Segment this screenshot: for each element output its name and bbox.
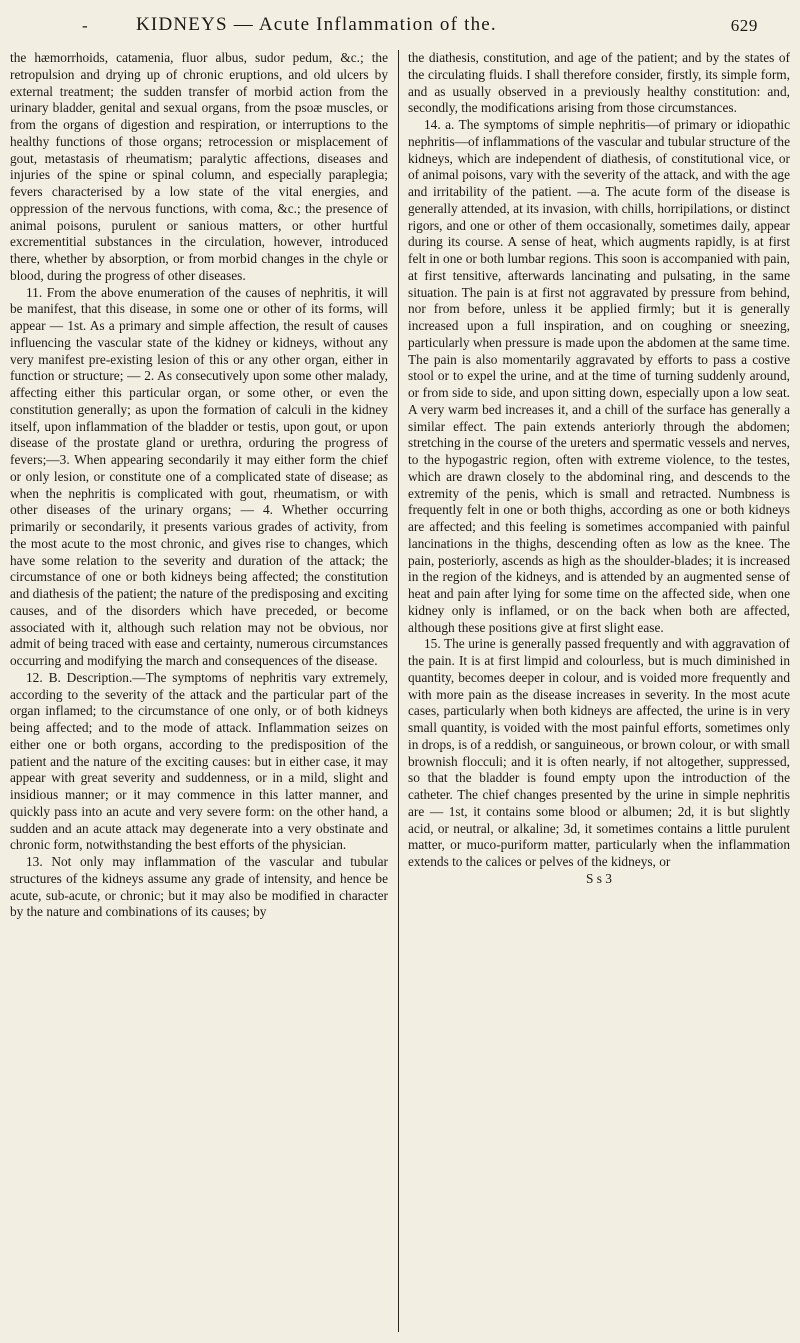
header-title: KIDNEYS — Acute Inflammation of the. [136,14,497,35]
left-paragraph-3: 12. B. Description.—The symptoms of nephritis vary extremely, according to the severity of the attack and the particular part of the organ inflamed; to the circumstance of one only, or of both kidneys being affected; and to the mode of attack. Inflammation seizes on either one or both organs, according to the predisposition of the patient and the nature of the exciting causes: but in either case, it may appear with great severity and suddenness, or in a mild, slight and insidious manner; or it may commence in this latter manner, and quickly pass into an acute and very severe form: on the other hand, a sudden and an acute attack may degenerate into a very obstinate and chronic form, notwithstanding the best efforts of the physician. [10,669,388,853]
page-number: 629 [730,16,758,35]
left-paragraph-4: 13. Not only may inflammation of the vascular and tubular structures of the kidneys assume any grade of intensity, and hence be acute, sub-acute, or chronic; but it may also be modified in character by the nature and combinations of its causes; by [10,854,388,920]
left-paragraph-1: the hæmorrhoids, catamenia, fluor albus, sudor pedum, &c.; the retropulsion and drying up of chronic eruptions, and old ulcers by external treatment; the sudden transfer of morbid action from the urinary bladder, genital and sexual organs, from the psoæ muscles, or from the organs of digestion and respiration, or interruptions to the healthy functions of those organs; retrocession or misplacement of gout, metastasis of rheumatism; paralytic affections, diseases and injuries of the spine or spinal column, and especially paraplegia; fevers characterised by a low state of the vital energies, and oppression of the nervous functions, with coma, &c.; the presence of animal poisons, purulent or sanious matters, or other hurtful excrementitial substances in the circulation, however, introduced there, whether by absorption, or from morbid changes in the chyle or blood, during the progress of other diseases. [10,50,388,283]
signature-mark: S s 3 [586,870,612,886]
right-paragraph-2: 14. a. The symptoms of simple nephritis—of primary or idiopathic nephritis—of inflammations of the vascular and tubular structure of the kidneys, which are independent of diathesis, of constitutional vice, or of animal poisons, vary with the severity of the attack, and with the age and irritability of the patient. —a. The acute form of the disease is generally attended, at its invasion, with chills, horripilations, or distinct rigors, and one or other of them occasionally, sometimes daily, appear during its course. A sense of heat, which augments rapidly, is at first felt in one or both lumbar regions. This soon is accompanied with pain, at first tensitive, afterwards lancinating and pulsating, in the same situation. The pain is at first not aggravated by pressure from behind, nor from before, unless it be applied firmly; but it is generally increased upon a full inspiration, and on coughing or sneezing, particularly when pressure is made upon the abdomen at the same time. The pain is also momentarily aggravated by efforts to pass a costive stool or to expel the urine, and at the time of turning suddenly around, or from side to side, and upon sitting down, especially upon a low seat. A very warm bed increases it, and a chill of the surface has generally a similar effect. The pain extends anteriorly through the abdomen; stretching in the course of the ureters and spermatic vessels and nerves, to the hypogastric region, often with extreme violence, to the testes, which are drawn closely to the abdominal ring, and descends to the extremity of the penis, which is small and retracted. Numbness is frequently felt in one or both thighs, according as one or both kidneys are affected; and this feeling is sometimes accompanied with painful lancinations in the thighs, descending often as low as the knee. The pain, posteriorly, ascends as high as the shoulder-blades; it is increased in the region of the kidneys, and is attended by an augmented sense of heat and pain after lying for some time on the affected side, when one kidney only is inflamed, or on the back when both are affected, although these positions give at first slight ease. [408,117,790,635]
right-paragraph-1: the diathesis, constitution, and age of the patient; and by the states of the circulating fluids. I shall therefore consider, firstly, its simple form, and as usually observed in a previously healthy constitution: and, secondly, the modifications arising from those circumstances. [408,50,790,116]
left-column [10,50,388,921]
right-column [408,50,790,888]
left-paragraph-2: 11. From the above enumeration of the causes of nephritis, it will be manifest, that this disease, in some one or other of its forms, will appear — 1st. As a primary and simple affection, the result of causes influencing the vascular state of the kidney or kidneys, without any very manifest pre-existing lesion of this or any other organ, either in function or structure; — 2. As consecutively upon some other malady, affecting either this particular organ, or some other, or even the constitution generally; as upon the formation of calculi in the kidney itself, upon inflammation of the bladder or testis, upon gout, or upon disease of the prostate gland or urethra, orduring the progress of fevers;—3. When appearing secondarily it may either form the chief or only lesion, or constitute one of a complicated state of disease; as when the nephritis is complicated with gout, rheumatism, or with other diseases of the urinary organs; — 4. Whether occurring primarily or secondarily, it presents various grades of activity, from the most acute to the most chronic, and gives rise to changes, which have some relation to the severity and duration of the attack; the circumstance of one or both kidneys being affected; the constitution and diathesis of the patient; the nature of the predisposing and exciting causes, and of the disorders which have preceded, or become associated with it, although such relation may not be obvious, nor admit of being traced with ease and certainty, numerous circumstances occurring and modifying the march and consequences of the disease. [10,284,388,668]
running-head [52,14,778,38]
header-dash: - [82,16,89,35]
column-divider [398,50,399,1332]
right-paragraph-3: 15. The urine is generally passed frequently and with aggravation of the pain. It is at first limpid and colourless, but is much diminished in quantity, becomes deeper in colour, and is voided more frequently and with more pain as the disease increases in severity. In the most acute cases, particularly when both kidneys are affected, the urine is in very small quantity, is voided with the most painful efforts, sometimes only in drops, is of a reddish, or sanguineous, or brown colour, or with small brownish flocculi; and it is often nearly, if not altogether, suppressed, so that the bladder is found empty upon the introduction of the catheter. The chief changes presented by the urine in simple nephritis are — 1st, it contains some blood or albumen; 2d, it is but slightly acid, or neutral, or alkaline; 3d, it sometimes contains a little purulent matter, or muco-puriform matter, particularly when the inflammation extends to the calices or pelves of the kidneys, or [408,636,790,869]
